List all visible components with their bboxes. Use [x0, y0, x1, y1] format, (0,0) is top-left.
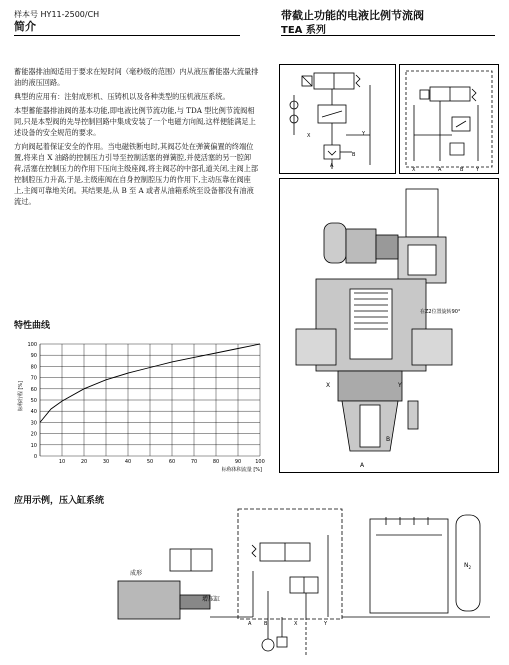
chart-x-tick-label: 50: [146, 459, 154, 465]
chart-y-tick-label: 80: [30, 364, 37, 371]
series-title: TEA 系列: [281, 25, 326, 36]
chart-y-tick-label: 50: [30, 398, 37, 404]
paragraph: 蓄能器排油阀适用于要求在短时间（毫秒级的范围）内从液压蓄能器大流量排油的液压回路。: [14, 67, 259, 87]
valve-section-drawing: [279, 178, 499, 473]
chart-y-tick-label: 70: [30, 375, 37, 382]
symbol-drawing-2: [400, 65, 498, 173]
chart-y-axis-label: 标称行程 [%]: [18, 380, 24, 412]
n2-main: N: [464, 562, 469, 569]
paragraph: 方向阀起着保证安全的作用。当电磁铁断电时,其阀芯处在弹簧偏置的终端位置,将来自 X 油路的控制压力引导至控制活塞的弹簧腔,并使活塞的另一腔卸荷,活塞在控制压力的作用下压向主级座阀,将主阀芯的中部孔道关闭,主阀上部控制腔压力升高,于是,主级座阀在自身控制腔压力的作用下,主动压靠在阀座上,主阀可靠地关闭。其结果是,从 B 至 A 或者从油箱系统至设备都没有油液流过。: [14, 142, 259, 206]
section-label-a: A: [360, 462, 365, 469]
chart-x-tick-label: 60: [168, 459, 176, 465]
chart-y-tick-label: 60: [30, 386, 37, 393]
chart-y-tick-label: 10: [30, 442, 37, 449]
paragraph: 典型的应用有：注射成形机、压铸机以及各种类型的压机液压系统。: [14, 92, 230, 101]
app-label-n2: [464, 562, 472, 570]
app-port-y: Y: [324, 621, 328, 627]
chart-x-tick-label: 30: [102, 459, 110, 465]
application-circuit: [110, 505, 495, 660]
application-section-title: 应用示例，压入缸系统: [14, 496, 105, 506]
header-rule-right: [281, 35, 495, 36]
chart-y-tick-label: 100: [27, 342, 37, 348]
header-rule-left: [14, 35, 240, 36]
section-drawing: [280, 179, 498, 472]
app-port-b: B: [264, 621, 268, 627]
app-port-a: A: [248, 621, 252, 627]
symbol2-label-b: B: [460, 167, 464, 173]
chart-x-tick-label: 90: [234, 459, 242, 465]
symbol2-label-y: Y: [476, 167, 480, 173]
chart-y-tick-label: 40: [30, 409, 37, 416]
symbol-label-y: Y: [362, 131, 366, 137]
hydraulic-symbol-simple: [279, 64, 396, 174]
section-label-y: Y: [398, 382, 402, 389]
symbol2-label-x: X: [412, 167, 416, 173]
intro-text: [14, 66, 260, 210]
chart-x-tick-label: 80: [212, 459, 220, 465]
app-port-x: X: [294, 621, 298, 627]
page-title: 带截止功能的电液比例节流阀: [281, 9, 424, 22]
chart-grid: [40, 344, 260, 456]
section-label-b: B: [386, 436, 391, 443]
chart-x-axis-label: 标称体积流量 [%]: [221, 467, 262, 473]
chart-x-tick-label: 70: [190, 459, 198, 465]
symbol-drawing-1: [280, 65, 395, 173]
catalog-number: 样本号 HY11-2500/CH: [14, 10, 100, 19]
characteristic-chart: [14, 336, 266, 476]
symbol-label-b: B: [352, 152, 356, 158]
chart-y-tick-label: 20: [30, 431, 37, 438]
section-label-x: X: [326, 382, 331, 389]
curve-section-title: 特性曲线: [14, 321, 51, 331]
section-note: 在Z2位置旋转90°: [420, 309, 461, 315]
symbol-label-x: X: [307, 133, 311, 139]
hydraulic-symbol-detailed: [399, 64, 499, 174]
chart-x-tick-label: 40: [124, 459, 132, 465]
chart-y-tick-label: 90: [30, 353, 37, 360]
valve-dashed-box: [238, 509, 342, 619]
n2-sub: 2: [468, 565, 472, 570]
symbol-label-a: A: [330, 163, 334, 169]
symbol2-label-a: A: [438, 167, 442, 173]
app-label-forming: 成形: [130, 570, 143, 577]
chart-x-tick-label: 10: [58, 459, 66, 465]
chart-x-tick-label: 100: [255, 459, 265, 465]
paragraph: 本型蓄能器排油阀的基本功能,即电液比例节流功能,与 TDA 型比例节流阀相同,只是本型阀的先导控制回路中集成安装了一个电磁方向阀,这样便能满足上述设备的安全规范的要求。: [14, 106, 256, 137]
section-title: 简介: [14, 20, 36, 33]
chart-y-tick-label: 30: [30, 420, 37, 427]
chart-y-tick-label: 0: [33, 454, 37, 460]
app-label-cylinder: 增压缸: [202, 596, 221, 603]
chart-x-tick-label: 20: [80, 459, 88, 465]
chart-ticks: [27, 342, 264, 465]
